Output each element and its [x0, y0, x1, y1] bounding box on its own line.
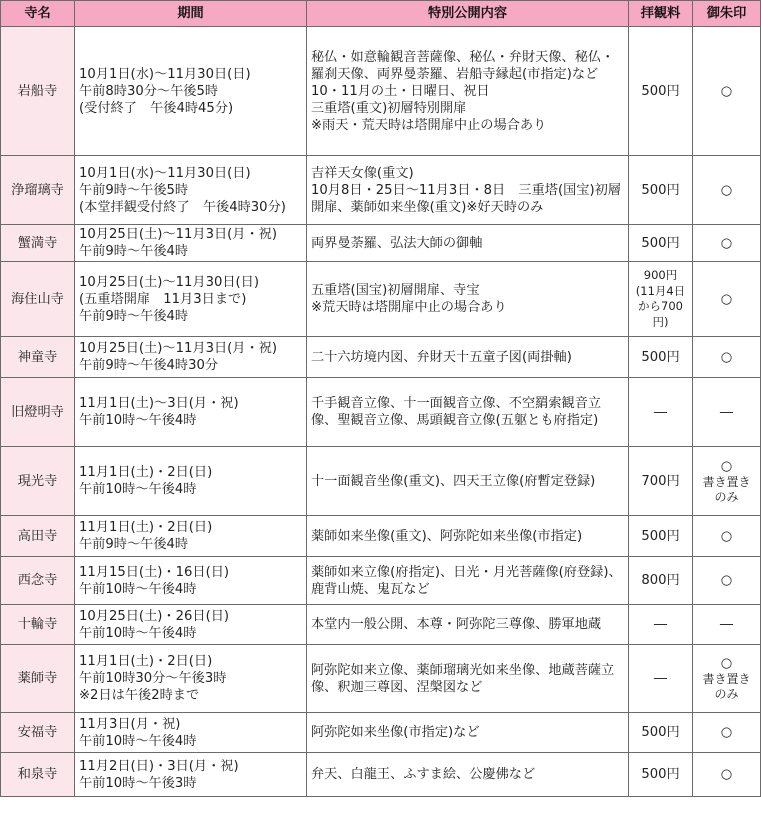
period-cell: 10月25日(土)～11月3日(月・祝) 午前9時～午後4時 — [75, 225, 307, 262]
admission-fee-cell: 500円 — [629, 225, 693, 262]
special-content-cell: 阿弥陀如来坐像(市指定)など — [307, 713, 629, 753]
period-cell: 11月1日(土)・2日(日) 午前10時30分～午後3時 ※2日は午後2時まで — [75, 645, 307, 713]
goshuin-cell — [693, 337, 761, 378]
special-content-cell: 阿弥陀如来立像、薬師瑠璃光如来坐像、地蔵菩薩立像、釈迦三尊図、涅槃図など — [307, 645, 629, 713]
goshuin-mark: ― — [719, 617, 734, 632]
goshuin-cell — [693, 378, 761, 447]
admission-fee-cell: 500円 — [629, 27, 693, 156]
table-row — [1, 645, 761, 713]
goshuin-note: 書き置き のみ — [702, 474, 751, 504]
goshuin-cell — [693, 753, 761, 797]
temple-name-cell: 現光寺 — [1, 447, 75, 516]
table-row — [1, 557, 761, 605]
goshuin-cell — [693, 713, 761, 753]
header-goshuin: 御朱印 — [693, 1, 761, 27]
goshuin-cell — [693, 225, 761, 262]
admission-fee-cell: 700円 — [629, 447, 693, 516]
admission-fee-cell: 500円 — [629, 156, 693, 225]
period-cell: 11月15日(土)・16日(日) 午前10時～午後4時 — [75, 557, 307, 605]
temple-name-cell: 海住山寺 — [1, 262, 75, 337]
special-content-cell: 秘仏・如意輪観音菩薩像、秘仏・弁財天像、秘仏・羅刹天像、両界曼荼羅、岩船寺縁起(市指定)など 10・11月の土・日曜日、祝日 三重塔(重文)初層特別開扉 ※雨天・荒天時は塔開扉中止の場合あり — [307, 27, 629, 156]
goshuin-mark: ― — [719, 404, 734, 420]
period-cell: 10月25日(土)～11月3日(月・祝) 午前9時～午後4時30分 — [75, 337, 307, 378]
table-body — [1, 27, 761, 797]
temple-name-cell: 旧燈明寺 — [1, 378, 75, 447]
table-row — [1, 262, 761, 337]
goshuin-mark: ○ — [720, 458, 733, 474]
period-cell: 11月1日(土)～3日(月・祝) 午前10時～午後4時 — [75, 378, 307, 447]
temple-name-cell: 西念寺 — [1, 557, 75, 605]
goshuin-mark: ○ — [720, 725, 733, 740]
temple-name-cell: 安福寺 — [1, 713, 75, 753]
special-content-cell: 十一面観音坐像(重文)、四天王立像(府暫定登録) — [307, 447, 629, 516]
header-admission-fee: 拝観料 — [629, 1, 693, 27]
goshuin-cell — [693, 156, 761, 225]
goshuin-mark: ○ — [720, 528, 733, 544]
table-row — [1, 605, 761, 645]
goshuin-mark: ○ — [720, 83, 733, 99]
admission-fee-cell: ― — [629, 378, 693, 447]
goshuin-cell — [693, 447, 761, 516]
table-row — [1, 516, 761, 557]
header-special-content: 特別公開内容 — [307, 1, 629, 27]
table-row — [1, 713, 761, 753]
table-row — [1, 337, 761, 378]
admission-fee-cell: ― — [629, 605, 693, 645]
period-cell: 10月25日(土)～11月30日(日) (五重塔開扉 11月3日まで) 午前9時～午後4時 — [75, 262, 307, 337]
period-cell: 10月25日(土)・26日(日) 午前10時～午後4時 — [75, 605, 307, 645]
special-content-cell: 両界曼荼羅、弘法大師の御軸 — [307, 225, 629, 262]
goshuin-mark: ○ — [720, 656, 733, 671]
temple-name-cell: 和泉寺 — [1, 753, 75, 797]
admission-fee-cell: 900円 (11月4日 から700円) — [629, 262, 693, 337]
temple-name-cell: 浄瑠璃寺 — [1, 156, 75, 225]
goshuin-cell — [693, 27, 761, 156]
admission-fee-cell: 800円 — [629, 557, 693, 605]
special-content-cell: 薬師如来坐像(重文)、阿弥陀如来坐像(市指定) — [307, 516, 629, 557]
goshuin-cell — [693, 605, 761, 645]
table-row — [1, 378, 761, 447]
temple-name-cell: 十輪寺 — [1, 605, 75, 645]
period-cell: 11月3日(月・祝) 午前10時～午後4時 — [75, 713, 307, 753]
period-cell: 10月1日(水)～11月30日(日) 午前8時30分～午後5時 (受付終了 午後4時45分) — [75, 27, 307, 156]
admission-fee-cell: 500円 — [629, 516, 693, 557]
table-row — [1, 447, 761, 516]
header-period: 期間 — [75, 1, 307, 27]
temple-name-cell: 蟹満寺 — [1, 225, 75, 262]
goshuin-mark: ○ — [720, 291, 733, 307]
special-content-cell: 千手観音立像、十一面観音立像、不空羂索観音立像、聖観音立像、馬頭観音立像(五躯とも府指定) — [307, 378, 629, 447]
table-row — [1, 753, 761, 797]
special-content-cell: 五重塔(国宝)初層開扉、寺宝 ※荒天時は塔開扉中止の場合あり — [307, 262, 629, 337]
goshuin-cell — [693, 262, 761, 337]
goshuin-cell — [693, 516, 761, 557]
period-cell: 11月1日(土)・2日(日) 午前9時～午後4時 — [75, 516, 307, 557]
temple-name-cell: 神童寺 — [1, 337, 75, 378]
admission-fee-cell: ― — [629, 645, 693, 713]
table-row — [1, 27, 761, 156]
goshuin-note: 書き置き のみ — [702, 672, 751, 701]
temple-name-cell: 岩船寺 — [1, 27, 75, 156]
table-header — [1, 1, 761, 27]
goshuin-mark: ○ — [720, 767, 733, 782]
goshuin-cell — [693, 557, 761, 605]
special-content-cell: 薬師如来立像(府指定)、日光・月光菩薩像(府登録)、鹿背山焼、鬼瓦など — [307, 557, 629, 605]
goshuin-mark: ○ — [720, 573, 733, 588]
temple-name-cell: 高田寺 — [1, 516, 75, 557]
special-content-cell: 二十六坊境内図、弁財天十五童子図(両掛軸) — [307, 337, 629, 378]
temple-name-cell: 薬師寺 — [1, 645, 75, 713]
period-cell: 11月2日(日)・3日(月・祝) 午前10時～午後3時 — [75, 753, 307, 797]
table-row — [1, 156, 761, 225]
header-row — [1, 1, 761, 27]
period-cell: 11月1日(土)・2日(日) 午前10時～午後4時 — [75, 447, 307, 516]
admission-fee-cell: 500円 — [629, 753, 693, 797]
goshuin-mark: ○ — [720, 182, 733, 198]
period-cell: 10月1日(水)～11月30日(日) 午前9時～午後5時 (本堂拝観受付終了 午後4時30分) — [75, 156, 307, 225]
admission-fee-cell: 500円 — [629, 337, 693, 378]
goshuin-mark: ○ — [720, 349, 733, 365]
goshuin-cell — [693, 645, 761, 713]
header-temple-name: 寺名 — [1, 1, 75, 27]
goshuin-mark: ○ — [720, 235, 733, 251]
table-row — [1, 225, 761, 262]
special-content-cell: 弁天、白龍王、ふすま絵、公慶佛など — [307, 753, 629, 797]
special-content-cell: 本堂内一般公開、本尊・阿弥陀三尊像、勝軍地蔵 — [307, 605, 629, 645]
admission-fee-cell: 500円 — [629, 713, 693, 753]
special-content-cell: 吉祥天女像(重文) 10月8日・25日～11月3日・8日 三重塔(国宝)初層開扉、薬師如来坐像(重文)※好天時のみ — [307, 156, 629, 225]
